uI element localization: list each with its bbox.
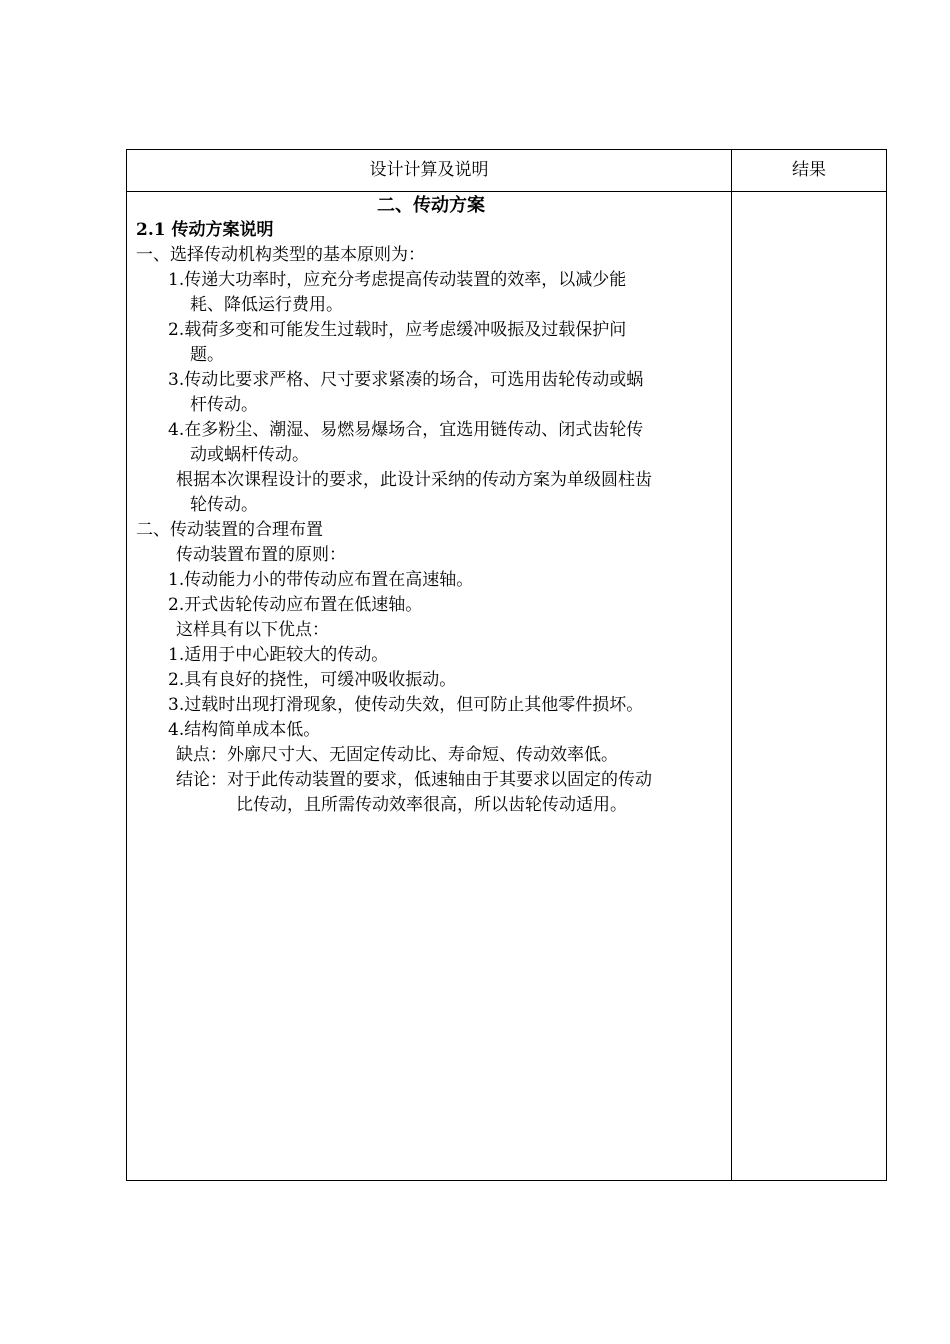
advantage-4: 4.结构简单成本低。 [168,720,321,740]
part2-title: 二、传动装置的合理布置 [136,520,323,540]
part1-title: 一、选择传动机构类型的基本原则为： [136,245,425,265]
calculation-table [126,149,887,1181]
item3-line1: 3.传动比要求严格、尺寸要求紧凑的场合，可选用齿轮传动或蜗 [168,370,644,390]
disadvantages: 缺点：外廓尺寸大、无固定传动比、寿命短、传动效率低。 [176,745,618,765]
item1-line1: 1.传递大功率时，应充分考虑提高传动装置的效率，以减少能 [168,270,627,290]
item4-line2: 动或蜗杆传动。 [190,445,309,465]
final-conclusion-line2: 比传动，且所需传动效率很高，所以齿轮传动适用。 [236,795,627,815]
item3-line2: 杆传动。 [190,395,258,415]
conclusion1-line2: 轮传动。 [190,495,258,515]
item4-line1: 4.在多粉尘、潮湿、易燃易爆场合，宜选用链传动、闭式齿轮传 [168,420,644,440]
advantage-1: 1.适用于中心距较大的传动。 [168,645,389,665]
principle-title: 传动装置布置的原则： [176,545,346,565]
subsection-title: 2.1 传动方案说明 [136,220,274,240]
calc-body [136,193,726,818]
header-calc-description: 设计计算及说明 [369,160,489,180]
final-conclusion-line1: 结论：对于此传动装置的要求，低速轴由于其要求以固定的传动 [176,770,652,790]
principle-1: 1.传动能力小的带传动应布置在高速轴。 [168,570,474,590]
conclusion1-line1: 根据本次课程设计的要求，此设计采纳的传动方案为单级圆柱齿 [176,470,652,490]
advantage-3: 3.过载时出现打滑现象，使传动失效，但可防止其他零件损坏。 [168,695,644,715]
item2-line2: 题。 [190,345,224,365]
principle-2: 2.开式齿轮传动应布置在低速轴。 [168,595,423,615]
item1-line2: 耗、降低运行费用。 [190,295,343,315]
advantage-2: 2.具有良好的挠性，可缓冲吸收振动。 [168,670,457,690]
header-divider [127,191,886,192]
item2-line1: 2.载荷多变和可能发生过载时，应考虑缓冲吸振及过载保护问 [168,320,627,340]
section-title: 二、传动方案 [377,195,485,216]
advantages-title: 这样具有以下优点： [176,620,329,640]
column-divider [731,150,732,1180]
header-result: 结果 [792,160,826,180]
